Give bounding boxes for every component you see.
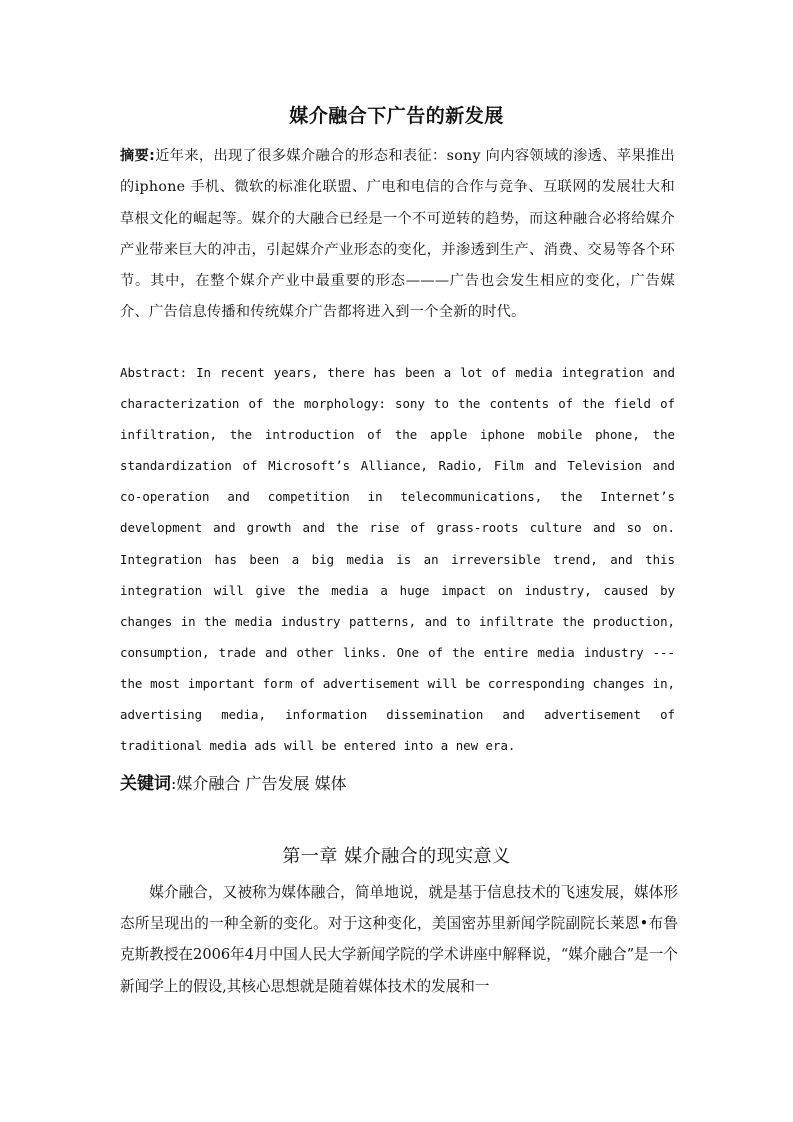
document-title: 媒介融合下广告的新发展 (289, 105, 504, 127)
keywords-label: 关键词 (120, 774, 171, 794)
keywords-text: 媒介融合 广告发展 媒体 (176, 774, 347, 793)
abstract-english: Abstract: In recent years, there has been a lot of media integration and characterization of the morphology: sony to the contents of the field of infiltration, the introduction of the apple iphone mobile phone, the standardization of Microsoft’s Alliance, Radio, Film and Television and co-operation and competition in telecommunications, the Internet’s development and growth and the rise of grass-roots culture and so on. Integration has been a big media is an irreversible trend, and this integration will give the media a huge impact on industry, caused by changes in the media industry patterns, and to infiltrate the production, consumption, trade and other links. One of the entire media industry --- the most important form of advertisement will be corresponding changes in, advertising media, information dissemination and advertisement of traditional media ads will be entered into a new era. (120, 365, 675, 754)
keywords-separator: : (171, 774, 177, 793)
keywords-line (120, 769, 675, 799)
abstract-label: 摘要: (120, 148, 156, 164)
body-paragraph: 媒介融合，又被称为媒体融合，简单地说，就是基于信息技术的飞速发展，媒体形态所呈现出的一种全新的变化。对于这种变化，美国密苏里新闻学院副院长莱恩•布鲁克斯教授在2006年4月中国人民大学新闻学院的学术讲座中解释说，“媒介融合”是一个新闻学上的假设,其核心思想就是随着媒体技术的发展和一 (120, 884, 678, 995)
chapter-heading: 第一章 媒介融合的现实意义 (282, 846, 511, 867)
abstract-chinese (120, 141, 675, 329)
abstract-chinese-text: 近年来，出现了很多媒介融合的形态和表征：sony 向内容领域的渗透、苹果推出的iphone 手机、微软的标准化联盟、广电和电信的合作与竞争、互联网的发展壮大和草根文化的崛起等。媒介的大融合已经是一个不可逆转的趋势，而这种融合必将给媒介产业带来巨大的冲击，引起媒介产业形态的变化，并渗透到生产、消费、交易等各个环节。其中，在整个媒介产业中最重要的形态———广告也会发生相应的变化，广告媒介、广告信息传播和传统媒介广告都将进入到一个全新的时代。 (120, 148, 676, 321)
